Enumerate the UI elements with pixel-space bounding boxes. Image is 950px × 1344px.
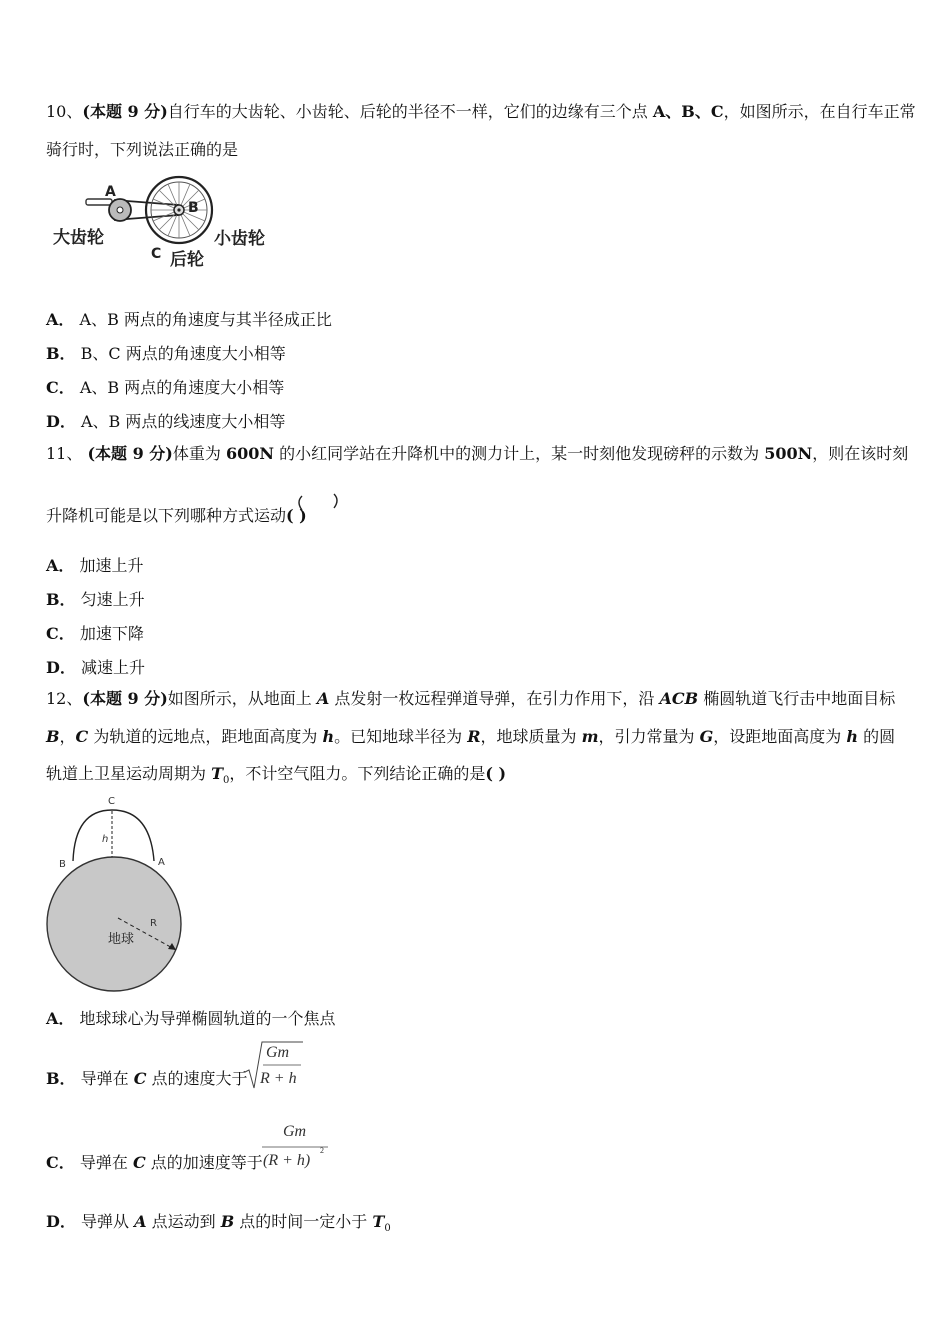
- optC-frac-exp: 2: [320, 1146, 324, 1155]
- option-key: C．: [46, 1153, 75, 1172]
- option-key: B．: [46, 1069, 76, 1088]
- label-earth: 地球: [108, 932, 135, 947]
- q10-score: (本题 9 分): [82, 102, 168, 121]
- q10-option-b[interactable]: [46, 341, 286, 364]
- label-B: B: [188, 200, 199, 216]
- label-A: A: [105, 184, 116, 200]
- option-text: 导弹在: [80, 1069, 134, 1088]
- option-text: 地球球心为导弹椭圆轨道的一个焦点: [79, 1009, 336, 1028]
- q12-text: ，地球质量为: [480, 727, 582, 746]
- label-C: C: [108, 796, 115, 807]
- q10-option-c[interactable]: [46, 375, 284, 398]
- q11-text: 体重为: [172, 444, 226, 463]
- option-text: 匀速上升: [80, 590, 145, 609]
- q11-option-b[interactable]: [46, 587, 145, 610]
- optC-frac-den: (R + h): [263, 1152, 311, 1169]
- q12-stem-line1: [46, 689, 895, 709]
- option-key: A．: [46, 556, 75, 575]
- option-text: 点的速度大于: [146, 1069, 248, 1088]
- q12-option-b[interactable]: [46, 1066, 248, 1089]
- q12-var: R: [467, 727, 481, 746]
- option-text: 减速上升: [80, 658, 145, 677]
- option-var: B: [220, 1212, 235, 1231]
- label-h: h: [102, 834, 109, 845]
- q11-reading: 500N: [764, 444, 813, 463]
- q10-stem-line2: 骑行时，下列说法正确的是: [46, 140, 239, 159]
- q12-var: h: [322, 727, 335, 746]
- q12-text: ，引力常量为: [598, 727, 700, 746]
- optB-frac-den: R + h: [260, 1070, 297, 1087]
- q12-var: ACB: [659, 689, 699, 708]
- optB-frac-num: Gm: [266, 1044, 290, 1061]
- q12-number: 12、: [46, 689, 83, 708]
- label-rear-wheel: 后轮: [170, 250, 204, 270]
- option-text: 点的时间一定小于: [234, 1212, 373, 1231]
- option-text: 导弹在: [79, 1153, 133, 1172]
- option-key: A．: [46, 1009, 75, 1028]
- option-key: A．: [46, 310, 75, 329]
- q12-answer-blank: ( ): [485, 764, 507, 783]
- option-text: 加速下降: [79, 624, 144, 643]
- option-var: A: [134, 1212, 147, 1231]
- q11-stem-line2: [46, 506, 307, 526]
- option-key: B．: [46, 590, 76, 609]
- q12-var: T: [211, 764, 223, 783]
- q12-var: G: [699, 727, 714, 746]
- q12-text: 点发射一枚远程弹道导弹，在引力作用下，沿: [329, 689, 660, 708]
- label-big-gear: 大齿轮: [53, 228, 104, 248]
- option-key: D．: [46, 1212, 76, 1231]
- q12-subscript: 0: [223, 775, 230, 787]
- option-key: B．: [46, 344, 76, 363]
- q11-text-mid: 的小红同学站在升降机中的测力计上，某一时刻他发现磅秤的示数为: [274, 444, 765, 463]
- q10-points: A、B、C: [652, 102, 724, 121]
- option-text: 导弹从: [80, 1212, 135, 1231]
- q11-answer-blank: ( ): [286, 506, 307, 525]
- option-key: C．: [46, 378, 75, 397]
- label-B: B: [59, 859, 66, 870]
- q11-option-d[interactable]: [46, 655, 145, 678]
- q12-option-d[interactable]: [46, 1209, 391, 1234]
- q12-text: ，不计空气阻力。下列结论正确的是: [229, 764, 486, 783]
- q12-var: C: [75, 727, 89, 746]
- label-C: C: [151, 246, 162, 262]
- q11-stem-line1: [46, 444, 908, 464]
- q12-text: 。已知地球半径为: [334, 727, 468, 746]
- q12-text: ，设距地面高度为: [713, 727, 847, 746]
- q12-text: 椭圆轨道飞行击中地面目标: [698, 689, 896, 708]
- option-subscript: 0: [384, 1223, 391, 1235]
- label-R: R: [150, 918, 157, 929]
- q12-text: ，: [59, 727, 76, 746]
- q12-text: 轨道上卫星运动周期为: [46, 764, 212, 783]
- option-text: A、B 两点的角速度与其半径成正比: [79, 310, 332, 329]
- q12-stem-line2: [46, 727, 895, 747]
- earth-orbit-figure: [40, 790, 200, 1000]
- option-text: A、B 两点的角速度大小相等: [79, 378, 285, 397]
- label-A: A: [158, 857, 165, 868]
- q12-stem-line3: [46, 764, 506, 791]
- q10-option-d[interactable]: [46, 409, 285, 432]
- label-small-gear: 小齿轮: [214, 229, 265, 249]
- big-gear-hub: [117, 207, 123, 213]
- q12-option-c[interactable]: [46, 1150, 263, 1173]
- q10-text-end: ，如图所示，在自行车正常: [723, 102, 916, 121]
- option-var: T: [372, 1212, 385, 1231]
- q12-option-a[interactable]: [46, 1006, 336, 1029]
- option-key: C．: [46, 624, 75, 643]
- earth-circle: [47, 857, 181, 991]
- q10-number: 10、: [46, 102, 83, 121]
- bicycle-gear-figure: [48, 172, 278, 272]
- option-text: A、B 两点的线速度大小相等: [80, 412, 286, 431]
- q11-option-c[interactable]: [46, 621, 144, 644]
- q12-score: (本题 9 分): [82, 689, 168, 708]
- optC-frac-num: Gm: [283, 1123, 307, 1140]
- option-text: 加速上升: [79, 556, 144, 575]
- q11-text-end: ，则在该时刻: [812, 444, 909, 463]
- option-text: 点运动到: [146, 1212, 221, 1231]
- q12-var: B: [46, 727, 60, 746]
- q10-stem-line1: [46, 102, 916, 122]
- q11-number: 11、: [46, 444, 88, 463]
- q12-var: m: [581, 727, 599, 746]
- q12-var: A: [316, 689, 330, 708]
- answer-bracket-decoration: [294, 492, 344, 516]
- q12-text: 如图所示，从地面上: [167, 689, 317, 708]
- q12-text: 的圆: [858, 727, 896, 746]
- option-var: C: [132, 1153, 146, 1172]
- q11-score: (本题 9 分): [87, 444, 173, 463]
- option-text: B、C 两点的角速度大小相等: [80, 344, 286, 363]
- q10-text: 自行车的大齿轮、小齿轮、后轮的半径不一样，它们的边缘有三个点: [167, 102, 653, 121]
- q11-text-line2: 升降机可能是以下列哪种方式运动: [46, 506, 287, 525]
- q12-var: h: [846, 727, 859, 746]
- option-key: D．: [46, 658, 76, 677]
- option-text: 点的加速度等于: [145, 1153, 263, 1172]
- q11-weight: 600N: [225, 444, 274, 463]
- option-key: D．: [46, 412, 76, 431]
- q12-text: 为轨道的远地点，距地面高度为: [88, 727, 323, 746]
- q11-option-a[interactable]: [46, 553, 144, 576]
- q10-option-a[interactable]: [46, 307, 332, 330]
- option-var: C: [133, 1069, 147, 1088]
- small-gear-hub: [177, 208, 180, 211]
- elliptical-orbit: [73, 810, 154, 861]
